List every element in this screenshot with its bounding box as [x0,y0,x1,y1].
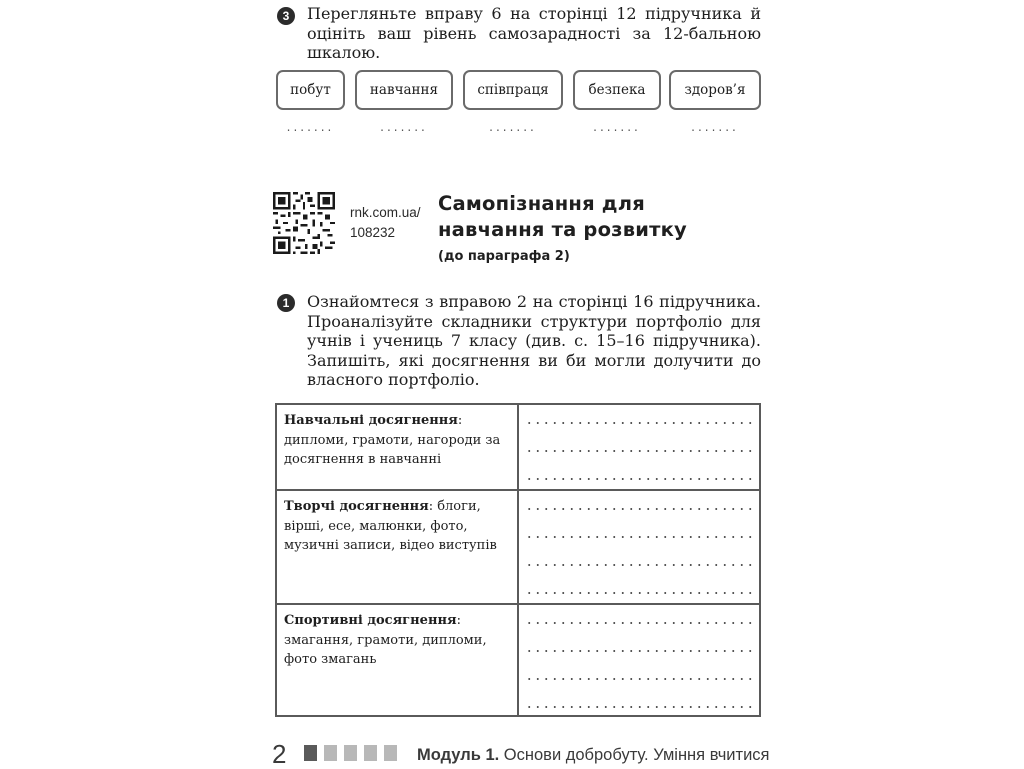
section-title [438,191,687,243]
row-details: : змагання, грамоти, дипломи, фото змагань [284,613,487,667]
exercise-1-text: Ознайомтеся з вправою 2 на сторінці 16 підручника. Проаналізуйте складники структури портфоліо для учнів і учениць 7 класу (див. с. 15–16 підручника). Запишіть, які досягнення ви би могли долучити до власного портфоліо. [307,292,761,389]
progress-square [324,745,337,761]
module-title: Основи добробуту. Уміння вчитися [499,746,770,764]
answer-dots-zdorovia: ....... [691,120,739,134]
progress-square-filled [304,745,317,761]
module-label: Модуль 1. [417,746,500,764]
achievements-table [275,403,761,717]
table-column-divider [517,405,519,715]
answer-line[interactable] [525,678,753,680]
qr-link-line-2: 108232 [350,225,396,240]
progress-square [344,745,357,761]
answer-line[interactable] [525,536,753,538]
qr-code-icon [273,192,335,254]
category-box-navchannia: навчання [355,70,453,110]
row-title: Творчі досягнення [284,499,429,514]
footer-module-title [417,745,770,765]
answer-dots-navchannia: ....... [380,120,428,134]
category-box-spivpratsia: співпраця [463,70,563,110]
row-details: : дипломи, грамоти, нагороди за досягнення в навчанні [284,413,501,467]
answer-line[interactable] [525,508,753,510]
exercise-3-number: 3 [277,7,295,25]
category-box-bezpeka: безпека [573,70,661,110]
answer-line[interactable] [525,592,753,594]
row-title: Спортивні досягнення [284,613,457,628]
answer-line[interactable] [525,706,753,708]
row-title: Навчальні досягнення [284,413,458,428]
answer-dots-spivpratsia: ....... [489,120,537,134]
exercise-1-number: 1 [277,294,295,312]
exercise-3-text: Перегляньте вправу 6 на сторінці 12 підручника й оцініть ваш рівень самозарадності за 12-бальною шкалою. [307,4,761,62]
table-cell-label [284,411,506,470]
category-box-zdorovia: здоров’я [669,70,761,110]
answer-dots-bezpeka: ....... [593,120,641,134]
section-title-line-2: навчання та розвитку [438,218,687,241]
table-cell-label [284,497,506,556]
qr-link-line-1: rnk.com.ua/ [350,205,421,220]
qr-link-caption [350,203,421,243]
answer-line[interactable] [525,622,753,624]
answer-line[interactable] [525,422,753,424]
table-cell-label [284,611,506,670]
category-box-pobut: побут [276,70,345,110]
answer-line[interactable] [525,478,753,480]
answer-dots-pobut: ....... [286,120,335,134]
progress-square [364,745,377,761]
answer-line[interactable] [525,450,753,452]
section-subtitle: (до параграфа 2) [438,249,570,264]
page-number: 2 [272,739,287,769]
section-title-line-1: Самопізнання для [438,192,645,215]
row-details: : блоги, вірші, есе, малюнки, фото, музичні записи, відео виступів [284,499,497,553]
answer-line[interactable] [525,650,753,652]
progress-square [384,745,397,761]
answer-line[interactable] [525,564,753,566]
